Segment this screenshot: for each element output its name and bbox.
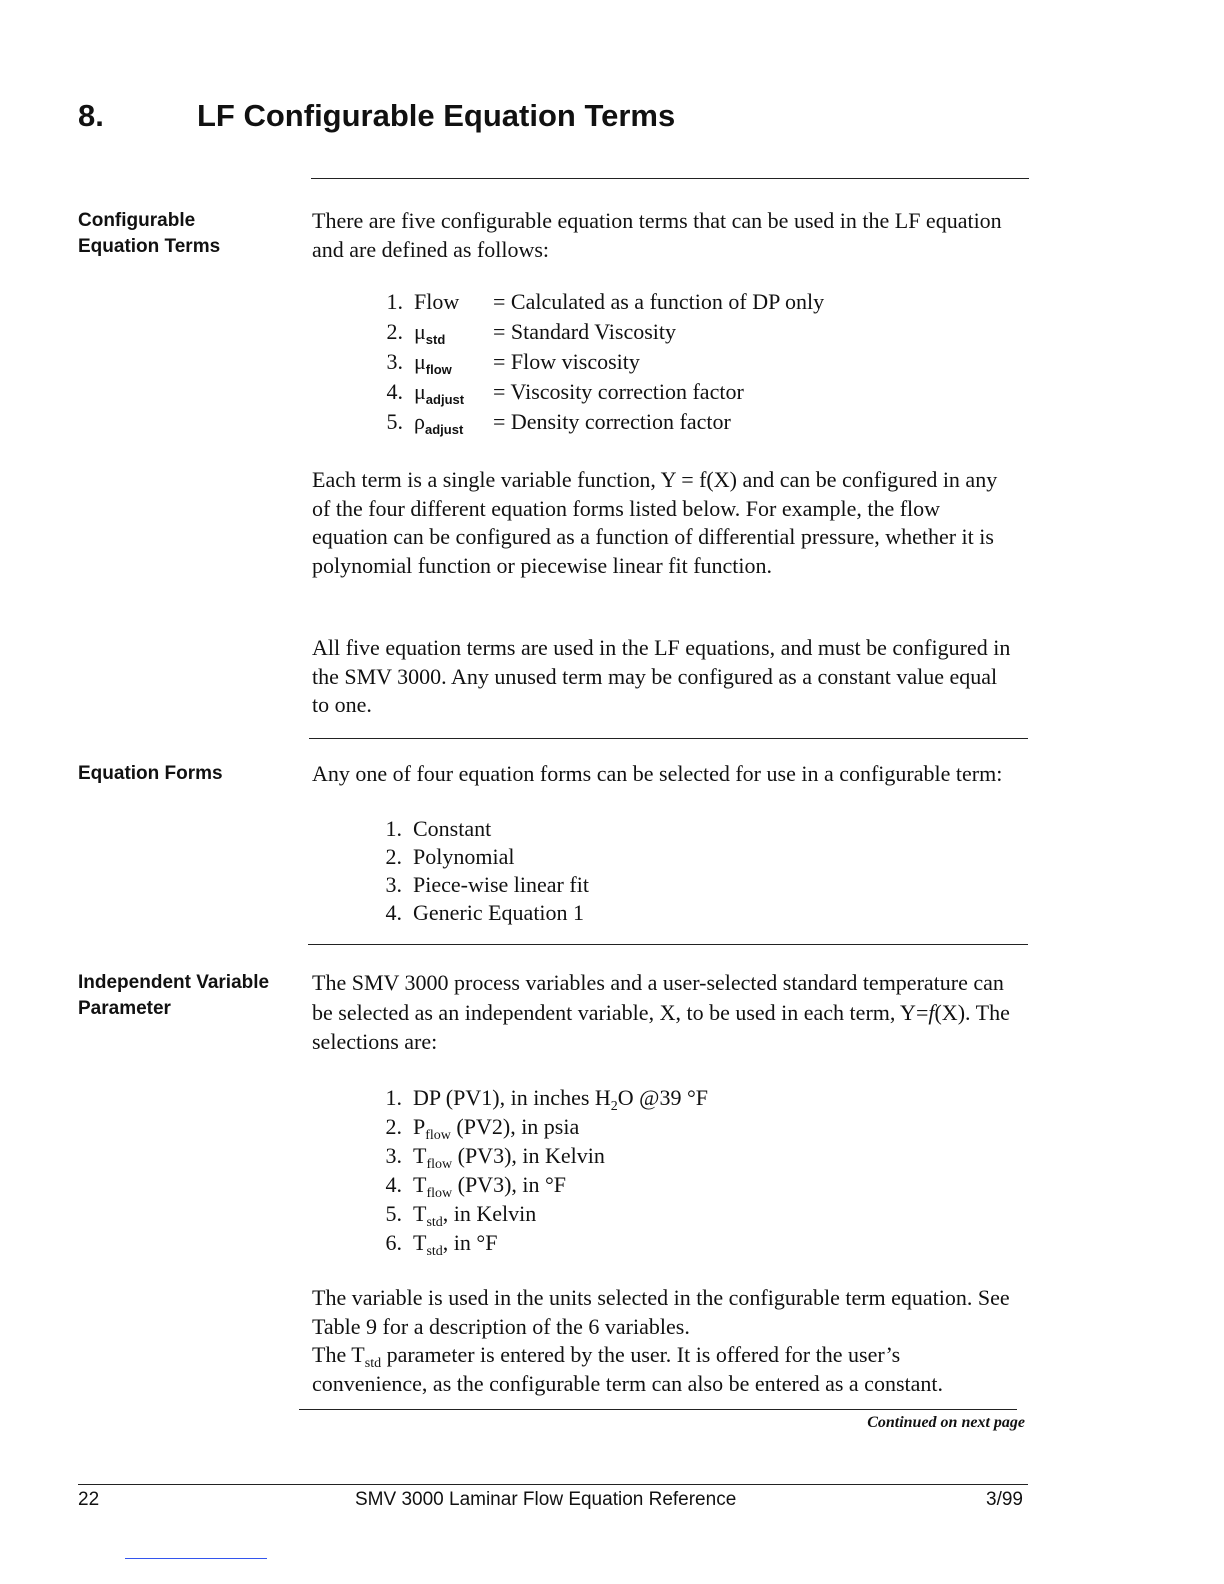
independent-intro: The SMV 3000 process variables and a user-selected standard temperature can be selected as an independent variable, X, to be used in each term, Y=f(X). The selections are: [312, 970, 1010, 1054]
divider [308, 944, 1028, 945]
terms-list [367, 287, 825, 437]
forms-intro: Any one of four equation forms can be selected for use in a configurable term: [312, 761, 1003, 786]
term-definition: = Density correction factor [493, 409, 731, 434]
independent-paragraph-2: The variable is used in the units selected in the configurable term equation. See Table 9 for a description of the 6 variables. [312, 1285, 1010, 1339]
configurable-intro: There are five configurable equation terms that can be used in the LF equation and are defined as follows: [312, 208, 1002, 262]
term-definition: = Calculated as a function of DP only [493, 289, 825, 314]
page-number: 22 [78, 1489, 100, 1510]
variables-list [366, 1083, 708, 1259]
footer-rule [78, 1484, 1028, 1485]
term-name: $\rho_{adjust}$ [414, 409, 464, 437]
term-definition: = Standard Viscosity [493, 319, 677, 344]
term-definition: = Flow viscosity [493, 349, 640, 374]
list-item: 1. Constant [385, 816, 492, 841]
independent-paragraph-3: The $T_{std}$ parameter is entered by the user. It is offered for the user’s convenience, as the configurable term can also be entered as a constant. [312, 1342, 943, 1396]
list-item: 3. $T_{flow}$ (PV3), in Kelvin [385, 1143, 605, 1172]
list-item: 4. Generic Equation 1 [385, 900, 585, 925]
chapter-title: LF Configurable Equation Terms [197, 98, 676, 133]
list-item: 2. $P_{flow}$ (PV2), in psia [385, 1114, 580, 1143]
term-name: Flow [414, 289, 460, 314]
document-title: SMV 3000 Laminar Flow Equation Reference [355, 1489, 737, 1510]
list-item: 4. $T_{flow}$ (PV3), in °F [385, 1172, 567, 1201]
list-item: 3. Piece-wise linear fit [385, 872, 589, 897]
list-item: 5. $T_{std}$, in Kelvin [385, 1201, 537, 1230]
section-heading-configurable [78, 208, 220, 260]
heading-line: Equation Terms [78, 236, 221, 257]
list-item: 4. $\mu_{adjust}$ = Viscosity correction factor [386, 379, 744, 407]
term-name: $\mu_{flow}$ [414, 349, 452, 377]
revision-date: 3/99 [986, 1489, 1023, 1510]
list-item: 1. DP (PV1), in inches $H_2O$ @39 °F [385, 1085, 708, 1114]
scan-mark [125, 1558, 267, 1559]
list-item: 1. Flow = Calculated as a function of DP only [367, 287, 403, 317]
heading-line: Parameter [78, 998, 171, 1019]
term-name: $\mu_{adjust}$ [414, 379, 465, 407]
list-item: 5. $\rho_{adjust}$ = Density correction factor [386, 409, 731, 437]
list-item: 6. $T_{std}$, in °F [385, 1230, 498, 1259]
list-item: 2. $\mu_{std}$ = Standard Viscosity [386, 319, 677, 347]
term-name: $\mu_{std}$ [414, 319, 446, 347]
divider [311, 178, 1029, 179]
section-heading-independent [78, 970, 269, 1022]
forms-list [366, 815, 589, 927]
configurable-paragraph-3: All five equation terms are used in the LF equations, and must be configured in the SMV 3000. Any unused term may be configured as a constant value equal to one. [312, 635, 1011, 717]
list-item: 2. Polynomial [385, 844, 515, 869]
configurable-paragraph-2: Each term is a single variable function, Y = f(X) and can be configured in any of the four different equation forms listed below. For example, the flow equation can be configured as a function of differential pressure, whether it is polynomial function or piecewise linear fit function. [312, 467, 998, 578]
list-item: 3. $\mu_{flow}$ = Flow viscosity [386, 349, 640, 377]
heading-line: Configurable [78, 210, 196, 231]
divider [309, 738, 1028, 739]
divider [299, 1409, 1017, 1410]
term-definition: = Viscosity correction factor [493, 379, 744, 404]
section-heading-forms: Equation Forms [78, 763, 223, 784]
heading-line: Independent Variable [78, 972, 270, 993]
chapter-number: 8. [78, 98, 104, 133]
continued-note: Continued on next page [867, 1414, 1025, 1431]
